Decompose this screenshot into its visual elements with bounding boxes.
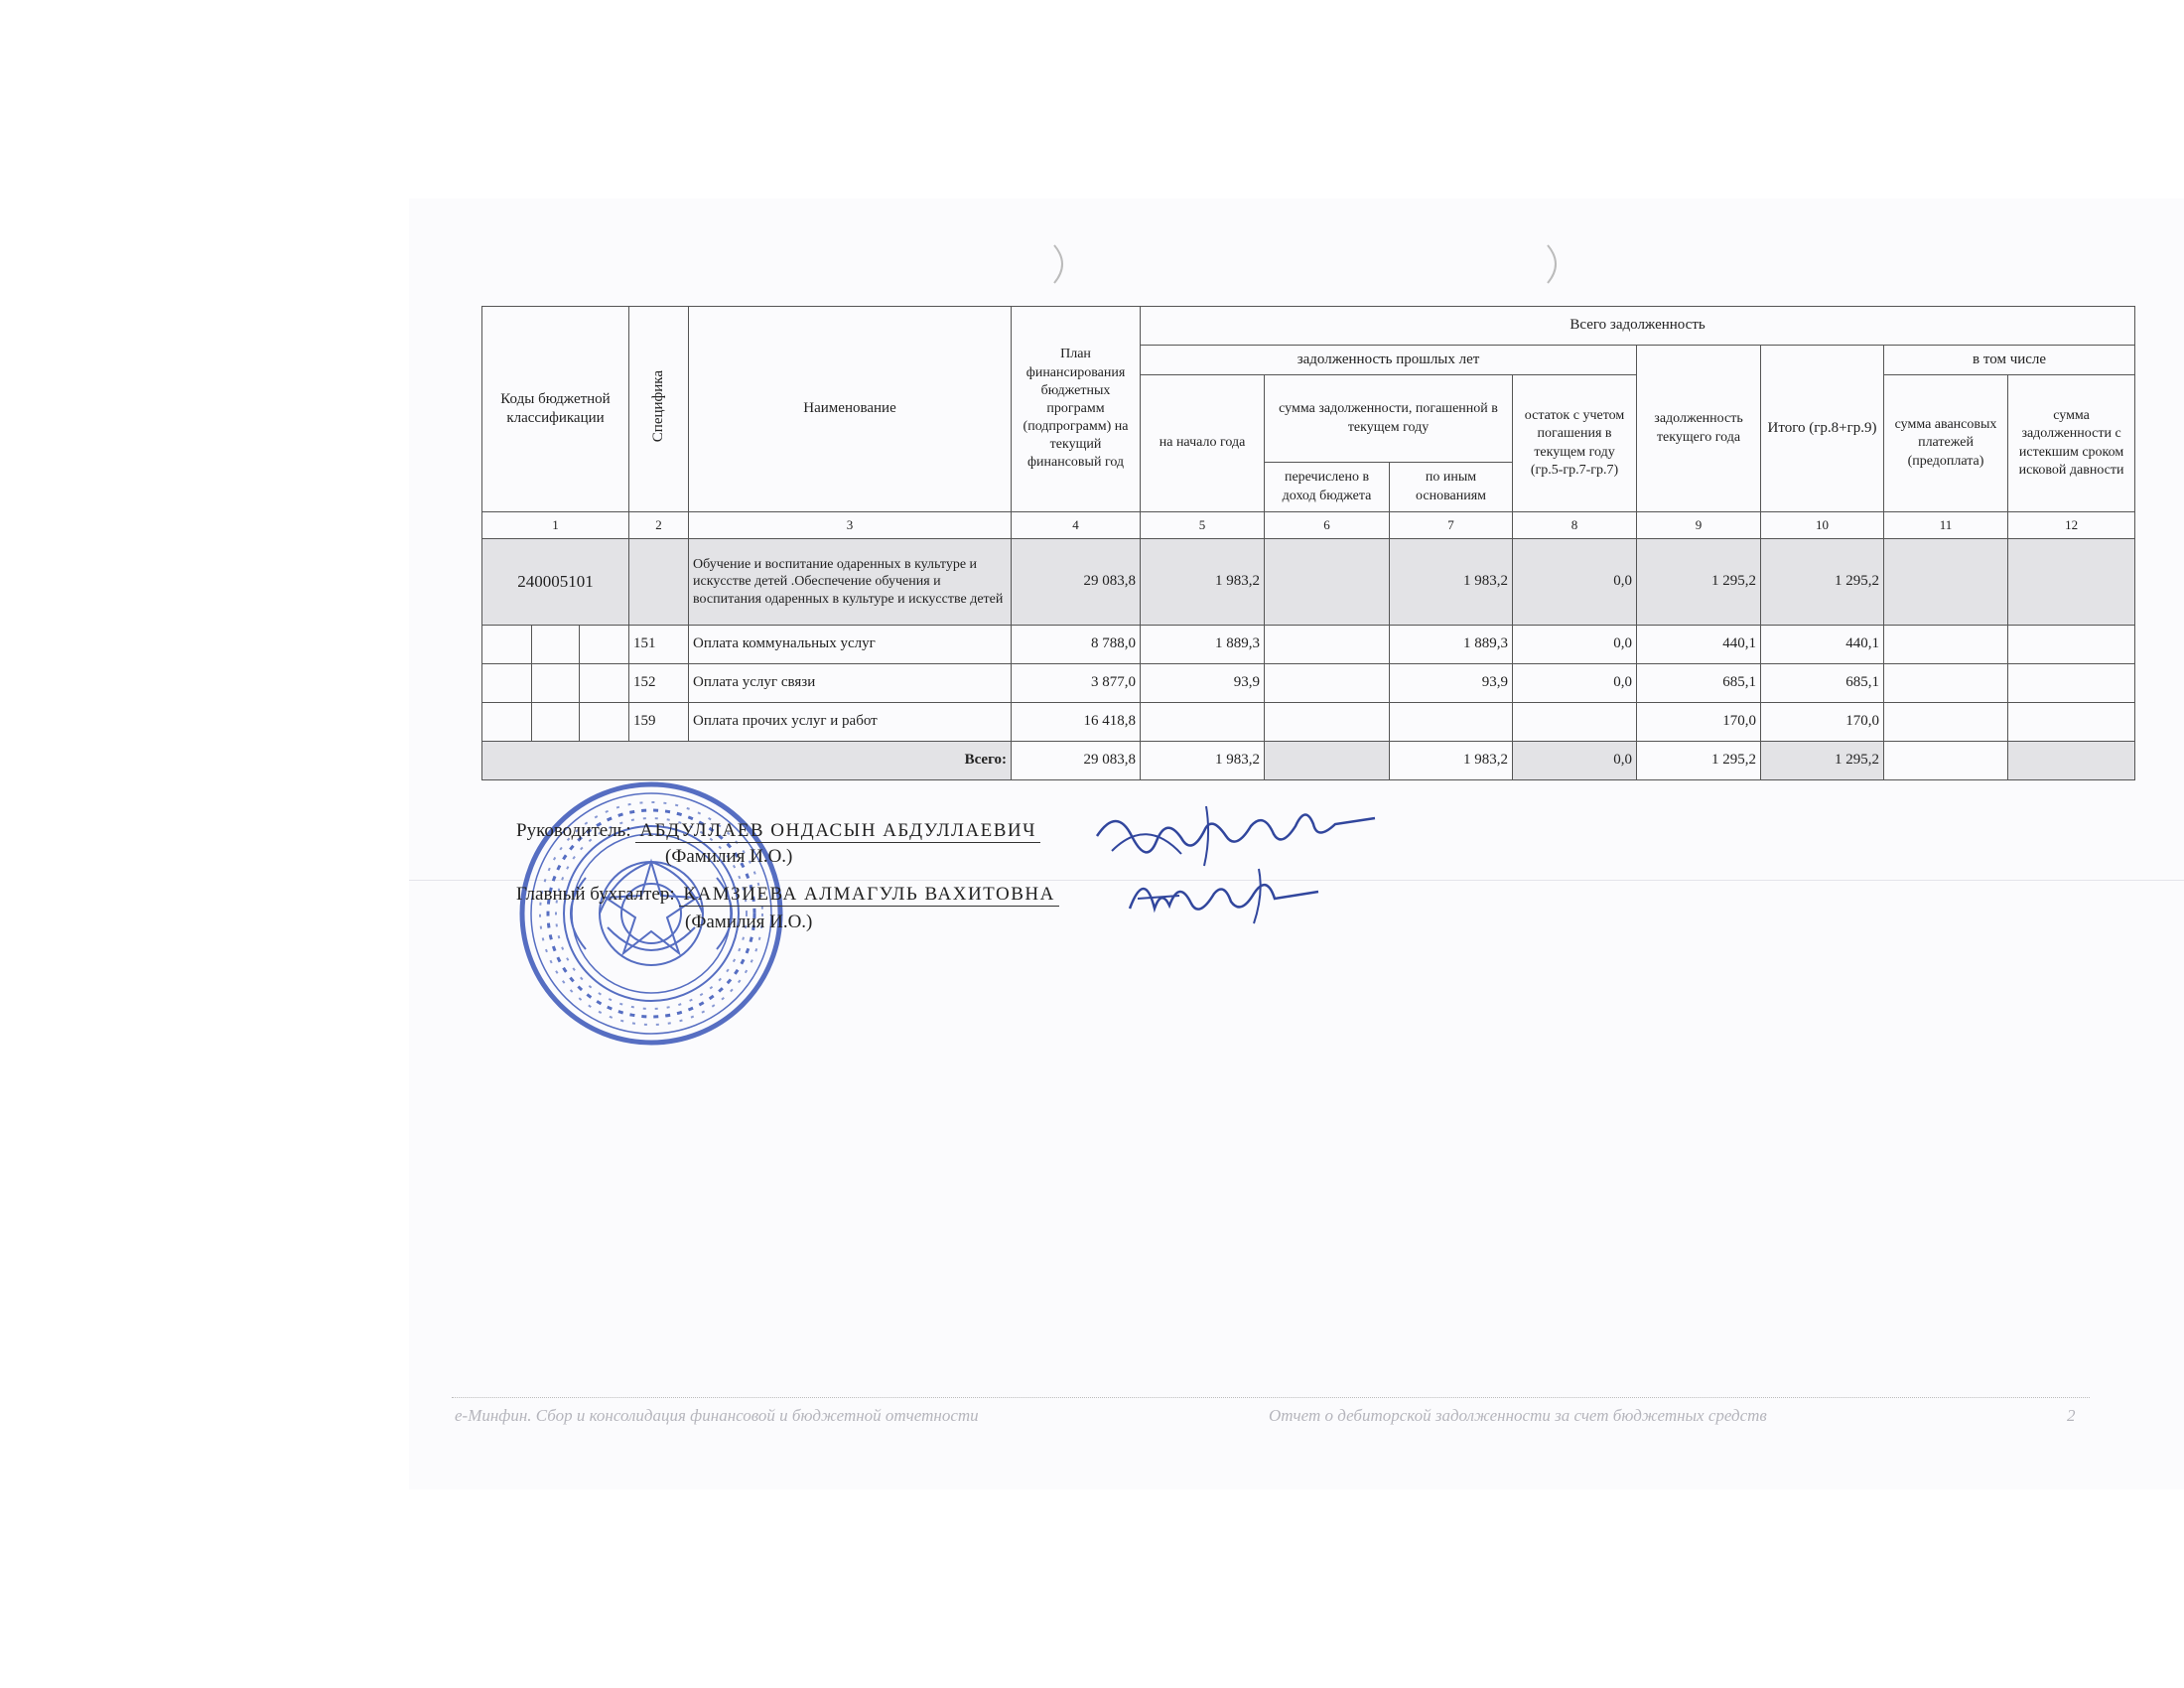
header-current-debt: задолженность текущего года xyxy=(1637,346,1761,512)
plan-value: 8 788,0 xyxy=(1012,626,1141,664)
head-name: АБДУЛЛАЕВ ОНДАСЫН АБДУЛЛАЕВИЧ xyxy=(635,820,1040,843)
expired-value xyxy=(2008,703,2135,742)
header-advances: сумма авансовых платежей (предоплата) xyxy=(1884,375,2008,512)
header-transferred: перечислено в доход бюджета xyxy=(1265,463,1390,512)
accountant-signature-icon xyxy=(1120,864,1323,933)
footer-center: Отчет о дебиторской задолженности за счет бюджетных средств xyxy=(1269,1406,1767,1425)
header-specifika: Специфика xyxy=(629,307,689,512)
transferred-value xyxy=(1265,703,1390,742)
column-number: 8 xyxy=(1513,512,1637,539)
current-debt-value: 685,1 xyxy=(1637,664,1761,703)
expense-name: Оплата прочих услуг и работ xyxy=(689,703,1012,742)
transferred-value xyxy=(1265,664,1390,703)
program-plan: 29 083,8 xyxy=(1012,539,1141,626)
start-year-value: 93,9 xyxy=(1141,664,1265,703)
spec-code: 159 xyxy=(629,703,689,742)
program-itogo: 1 295,2 xyxy=(1761,539,1884,626)
spec-code: 151 xyxy=(629,626,689,664)
column-number: 4 xyxy=(1012,512,1141,539)
advances-value xyxy=(1884,703,2008,742)
start-year-value xyxy=(1141,703,1265,742)
header-total-debt: Всего задолженность xyxy=(1141,307,2135,346)
head-hint: (Фамилия И.О.) xyxy=(665,846,793,867)
program-code: 240005101 xyxy=(482,539,629,626)
column-number: 1 xyxy=(482,512,629,539)
program-advances xyxy=(1884,539,2008,626)
total-label: Всего: xyxy=(482,742,1012,780)
itogo-value: 685,1 xyxy=(1761,664,1884,703)
advances-value xyxy=(1884,664,2008,703)
expired-value xyxy=(2008,664,2135,703)
column-number: 12 xyxy=(2008,512,2135,539)
current-debt-value: 170,0 xyxy=(1637,703,1761,742)
program-spec-empty xyxy=(629,539,689,626)
other-value: 93,9 xyxy=(1390,664,1513,703)
program-current-debt: 1 295,2 xyxy=(1637,539,1761,626)
total-transferred xyxy=(1265,742,1390,780)
header-balance: остаток с учетом погашения в текущем году (гр.5-гр.7-гр.7) xyxy=(1513,375,1637,512)
empty-code-cell xyxy=(580,664,629,703)
footer-divider xyxy=(452,1397,2090,1398)
empty-code-cell xyxy=(532,664,580,703)
table-row xyxy=(482,664,2135,703)
balance-value xyxy=(1513,703,1637,742)
footer-page-number: 2 xyxy=(2067,1406,2076,1425)
empty-code-cell xyxy=(482,703,532,742)
accountant-hint: (Фамилия И.О.) xyxy=(685,912,813,932)
total-advances xyxy=(1884,742,2008,780)
transferred-value xyxy=(1265,626,1390,664)
footer-left: е-Минфин. Сбор и консолидация финансовой и бюджетной отчетности xyxy=(455,1406,979,1425)
header-expired: сумма задолженности с истекшим сроком исковой давности xyxy=(2008,375,2135,512)
punch-hole-mark-icon xyxy=(1050,243,1072,285)
empty-code-cell xyxy=(482,664,532,703)
header-itogo: Итого (гр.8+гр.9) xyxy=(1761,346,1884,512)
table-row xyxy=(482,626,2135,664)
program-expired xyxy=(2008,539,2135,626)
itogo-value: 170,0 xyxy=(1761,703,1884,742)
header-other: по иным основаниям xyxy=(1390,463,1513,512)
column-number: 5 xyxy=(1141,512,1265,539)
column-number: 6 xyxy=(1265,512,1390,539)
column-number: 10 xyxy=(1761,512,1884,539)
expense-name: Оплата услуг связи xyxy=(689,664,1012,703)
column-number: 9 xyxy=(1637,512,1761,539)
spec-code: 152 xyxy=(629,664,689,703)
empty-code-cell xyxy=(580,626,629,664)
empty-code-cell xyxy=(532,626,580,664)
program-balance: 0,0 xyxy=(1513,539,1637,626)
other-value: 1 889,3 xyxy=(1390,626,1513,664)
expense-name: Оплата коммунальных услуг xyxy=(689,626,1012,664)
column-numbers-row xyxy=(482,512,2135,539)
receivables-table xyxy=(481,306,2135,780)
header-repaid: сумма задолженности, погашенной в текущем году xyxy=(1265,375,1513,463)
total-expired xyxy=(2008,742,2135,780)
current-debt-value: 440,1 xyxy=(1637,626,1761,664)
program-other: 1 983,2 xyxy=(1390,539,1513,626)
empty-code-cell xyxy=(580,703,629,742)
empty-code-cell xyxy=(532,703,580,742)
advances-value xyxy=(1884,626,2008,664)
header-past-debt: задолженность прошлых лет xyxy=(1141,346,1637,375)
itogo-value: 440,1 xyxy=(1761,626,1884,664)
program-name: Обучение и воспитание одаренных в культуре и искусстве детей .Обеспечение обучения и воспитания одаренных в культуре и искусстве детей xyxy=(689,539,1012,626)
program-start-year: 1 983,2 xyxy=(1141,539,1265,626)
expired-value xyxy=(2008,626,2135,664)
punch-hole-mark-icon xyxy=(1544,243,1566,285)
program-row xyxy=(482,539,2135,626)
column-number: 3 xyxy=(689,512,1012,539)
total-current-debt: 1 295,2 xyxy=(1637,742,1761,780)
header-including: в том числе xyxy=(1884,346,2135,375)
total-other: 1 983,2 xyxy=(1390,742,1513,780)
start-year-value: 1 889,3 xyxy=(1141,626,1265,664)
total-start-year: 1 983,2 xyxy=(1141,742,1265,780)
table-row xyxy=(482,703,2135,742)
plan-value: 16 418,8 xyxy=(1012,703,1141,742)
program-transferred xyxy=(1265,539,1390,626)
total-row xyxy=(482,742,2135,780)
total-itogo: 1 295,2 xyxy=(1761,742,1884,780)
empty-code-cell xyxy=(482,626,532,664)
column-number: 2 xyxy=(629,512,689,539)
header-plan: План финансирования бюджетных программ (подпрограмм) на текущий финансовый год xyxy=(1012,307,1141,512)
header-start-year: на начало года xyxy=(1141,375,1265,512)
total-plan: 29 083,8 xyxy=(1012,742,1141,780)
accountant-name: КАМЗИЕВА АЛМАГУЛЬ ВАХИТОВНА xyxy=(679,884,1058,907)
plan-value: 3 877,0 xyxy=(1012,664,1141,703)
balance-value: 0,0 xyxy=(1513,664,1637,703)
balance-value: 0,0 xyxy=(1513,626,1637,664)
column-number: 11 xyxy=(1884,512,2008,539)
total-balance: 0,0 xyxy=(1513,742,1637,780)
header-codes: Коды бюджетной классификации xyxy=(482,307,629,512)
header-name: Наименование xyxy=(689,307,1012,512)
other-value xyxy=(1390,703,1513,742)
head-label: Руководитель: xyxy=(516,820,631,841)
accountant-label: Главный бухгалтер: xyxy=(516,884,675,905)
column-number: 7 xyxy=(1390,512,1513,539)
